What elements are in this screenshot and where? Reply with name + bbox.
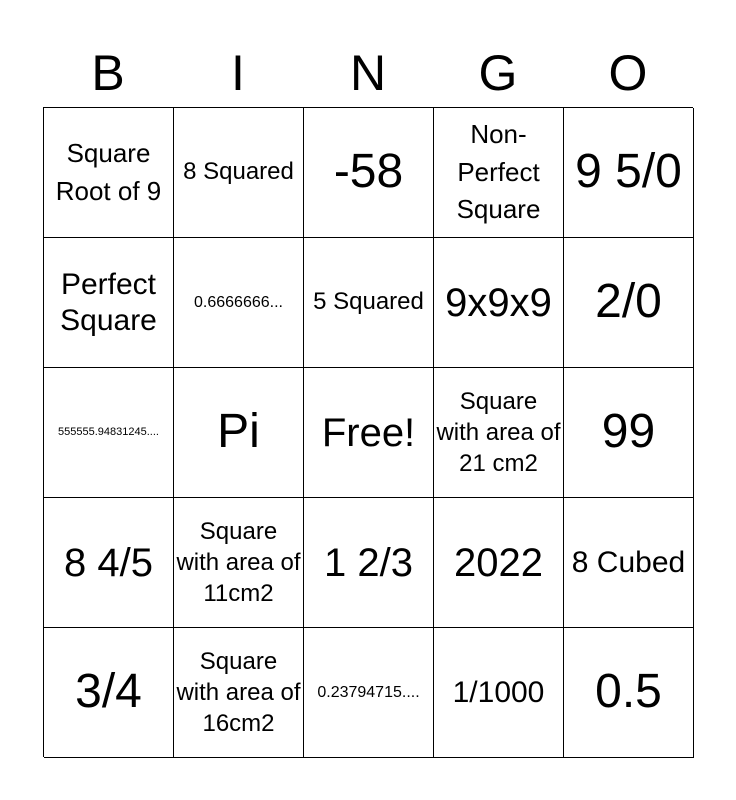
- cell-text: 99: [601, 405, 656, 459]
- bingo-cell-r1-c2[interactable]: [174, 108, 304, 238]
- cell-text: 1/1000: [452, 675, 545, 709]
- bingo-cell-r3-c2[interactable]: [174, 368, 304, 498]
- bingo-cell-r5-c5[interactable]: [564, 628, 694, 758]
- cell-text: 0.6666666...: [194, 293, 283, 311]
- bingo-cell-r5-c4[interactable]: [434, 628, 564, 758]
- cell-text: Square Root of 9: [55, 137, 162, 206]
- bingo-cell-r5-c2[interactable]: [174, 628, 304, 758]
- header-letter-n: N: [349, 45, 387, 101]
- cell-text: 9 5/0: [575, 145, 682, 199]
- bingo-cell-r2-c2[interactable]: [174, 238, 304, 368]
- bingo-cell-r1-c5[interactable]: [564, 108, 694, 238]
- cell-text: 9x9x9: [445, 280, 552, 325]
- bingo-cell-r2-c1[interactable]: [44, 238, 174, 368]
- cell-text: 8 4/5: [64, 540, 153, 585]
- bingo-cell-r4-c4[interactable]: [434, 498, 564, 628]
- cell-text: Perfect Square: [60, 267, 157, 337]
- cell-text: 3/4: [75, 665, 142, 719]
- bingo-cell-r4-c1[interactable]: [44, 498, 174, 628]
- cell-text: Free!: [321, 410, 416, 455]
- bingo-cell-r2-c3[interactable]: [304, 238, 434, 368]
- bingo-cell-r1-c3[interactable]: [304, 108, 434, 238]
- bingo-board: [43, 107, 693, 757]
- bingo-cell-r3-c5[interactable]: [564, 368, 694, 498]
- bingo-cell-r4-c2[interactable]: [174, 498, 304, 628]
- header-letter-i: I: [231, 45, 245, 101]
- cell-text: 0.5: [595, 665, 662, 719]
- bingo-cell-r2-c5[interactable]: [564, 238, 694, 368]
- cell-text: 555555.94831245....: [58, 425, 159, 438]
- cell-text: 8 Squared: [183, 158, 294, 186]
- cell-text: 0.23794715....: [317, 683, 420, 701]
- cell-text: -58: [333, 145, 404, 199]
- cell-text: Square with area of 11cm2: [176, 517, 301, 608]
- cell-text: Pi: [217, 405, 260, 459]
- cell-text: Square with area of 16cm2: [176, 647, 301, 738]
- bingo-cell-r4-c3[interactable]: [304, 498, 434, 628]
- bingo-cell-r2-c4[interactable]: [434, 238, 564, 368]
- cell-text: 2/0: [595, 275, 662, 329]
- bingo-cell-r3-c1[interactable]: [44, 368, 174, 498]
- bingo-cell-r1-c4[interactable]: [434, 108, 564, 238]
- header-letter-o: O: [608, 45, 648, 101]
- bingo-cell-r4-c5[interactable]: [564, 498, 694, 628]
- cell-text: Square with area of 21 cm2: [436, 387, 561, 478]
- bingo-cell-r1-c1[interactable]: [44, 108, 174, 238]
- bingo-cell-r3-c3[interactable]: [304, 368, 434, 498]
- cell-text: 5 Squared: [313, 288, 424, 316]
- header-letter-g: G: [478, 45, 518, 101]
- bingo-cell-r5-c3[interactable]: [304, 628, 434, 758]
- cell-text: 8 Cubed: [571, 545, 686, 579]
- bingo-cell-r5-c1[interactable]: [44, 628, 174, 758]
- cell-text: 2022: [454, 540, 543, 585]
- cell-text: 1 2/3: [324, 540, 413, 585]
- cell-text: Non-Perfect Square: [456, 118, 541, 225]
- bingo-header: [43, 40, 693, 106]
- bingo-cell-r3-c4[interactable]: [434, 368, 564, 498]
- header-letter-b: B: [91, 45, 125, 101]
